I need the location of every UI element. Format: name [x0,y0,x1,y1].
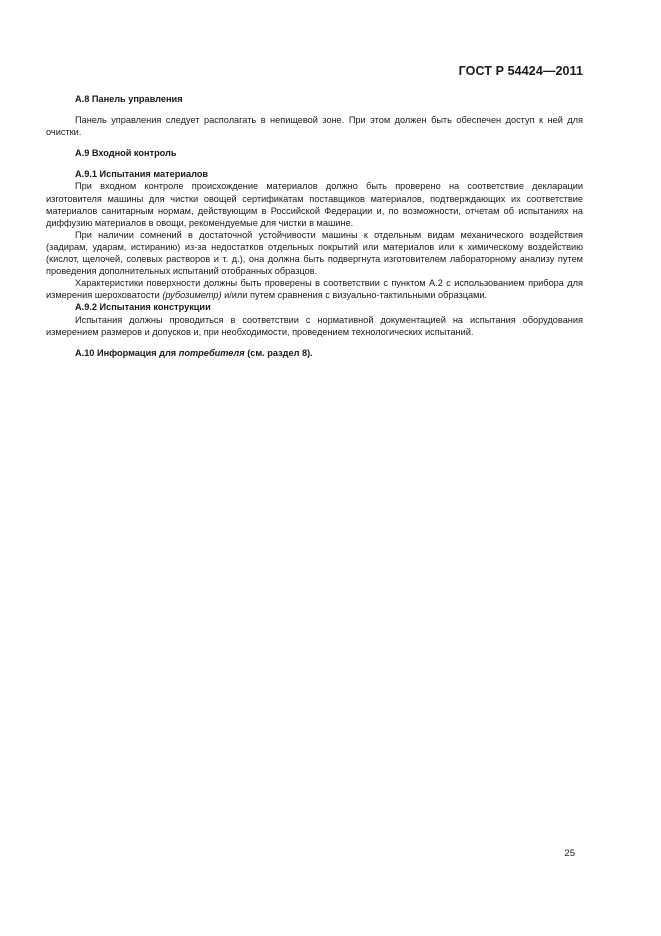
section-a91-paragraph-2: При наличии сомнений в достаточной устойчивости машины к отдельным видам механического воздействия (задирам, ударам, истиранию) из-за недостатков отдельных покрытий или материалов или к химическому воздействию (кислот, щелочей, солевых растворов и т. д.), она должна быть подвергнута изготовителем лабораторному анализу путем проведения дополнительных испытаний отобранных образцов. [46,229,583,277]
section-a92-text: Испытания должны проводиться в соответствии с нормативной документацией на испытания оборудования измерением размеров и допусков и, при необходимости, проведением технологических испытаний. [46,314,583,337]
document-code: ГОСТ Р 54424—2011 [458,64,583,78]
page-number: 25 [564,848,575,859]
section-a10-heading: А.10 Информация для потребителя (см. раздел 8). [75,347,313,358]
section-a91-paragraph-3: Характеристики поверхности должны быть проверены в соответствии с пунктом А.2 с использованием прибора для измерения шероховатости (рубозиметр) и/или путем сравнения с визуально-тактильными образцами. [46,278,583,301]
section-a92-heading: А.9.2 Испытания конструкции [75,302,211,313]
document-body [46,93,583,359]
section-a91-heading: А.9.1 Испытания материалов [75,169,209,180]
section-a8-text: Панель управления следует располагать в непищевой зоне. При этом должен быть обеспечен доступ к ней для очистки. [46,115,583,138]
section-a91-paragraph-1: При входном контроле происхождение материалов должно быть проверено на соответствие декларации изготовителя машины для чистки овощей сертификатам поставщиков материалов, подтверждающих их соответствие материалов санитарным нормам, действующим в Российской Федерации и, по возможности, отчетам об испытаниях на диффузию материалов в овощи, рекомендуемые для чистки в машине. [46,181,583,228]
section-a8-heading: А.8 Панель управления [75,94,183,104]
section-a9-heading: А.9 Входной контроль [75,148,177,159]
